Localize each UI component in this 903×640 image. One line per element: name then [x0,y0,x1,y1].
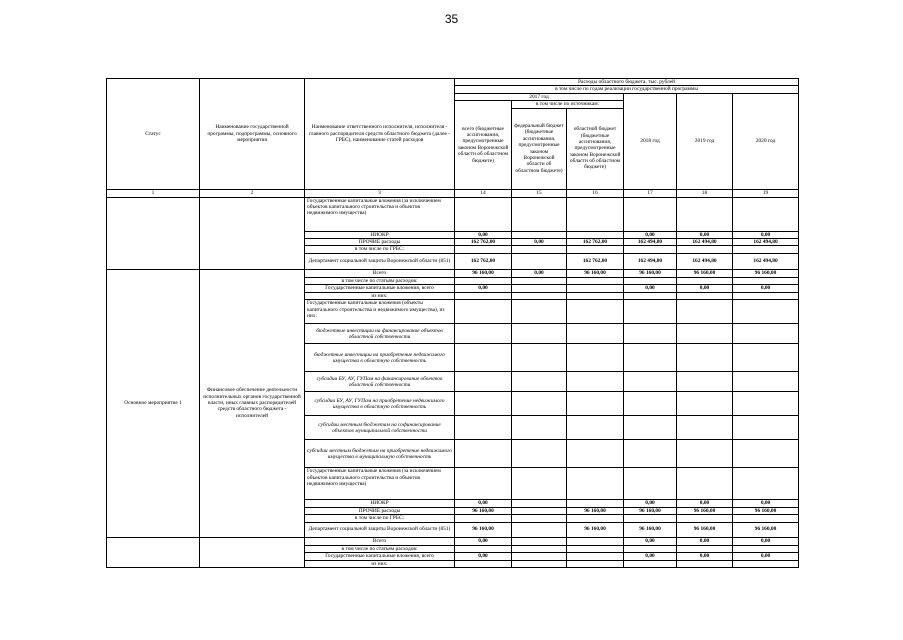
row-label: Всего [305,537,455,545]
value-cell: 0,00 [733,500,799,507]
value-cell [733,372,799,392]
header-federal: федеральный бюджет (бюджетные ассигнования, предусмотренные законом Воронежской области об областном бюджете) [512,108,567,189]
page-number: 35 [444,12,459,26]
value-cell: 0,00 [733,285,799,293]
value-cell [512,344,567,372]
row-label: Государственные капитальные вложения, всего [305,285,455,293]
row-label: Департамент социальной защиты Воронежской области (851) [305,253,455,269]
value-cell: 96 160,00 [733,507,799,514]
value-cell: 0,00 [733,552,799,560]
row-label: Государственные капитальные вложения, всего [305,552,455,560]
value-cell [733,515,799,522]
value-cell [567,197,624,231]
row-label: субсидии БУ, АУ, ГУПам на приобретение недвижимого имущества в областную собственность [305,392,455,416]
value-cell [512,500,567,507]
value-cell [677,560,733,567]
value-cell: 0,00 [624,552,677,560]
value-cell [733,392,799,416]
value-cell [624,392,677,416]
value-cell [624,324,677,344]
value-cell: 0,00 [455,231,512,238]
column-number: 3 [305,189,455,197]
value-cell [512,246,567,253]
value-cell [567,537,624,545]
value-cell: 96 160,00 [624,269,677,277]
value-cell [567,344,624,372]
value-cell [624,277,677,284]
value-cell: 0,00 [733,231,799,238]
value-cell: 0,00 [624,500,677,507]
program-cell [200,537,305,568]
value-cell [677,440,733,468]
value-cell [512,416,567,440]
column-number: 17 [624,189,677,197]
value-cell [512,324,567,344]
value-cell [512,277,567,284]
value-cell: 0,00 [677,552,733,560]
value-cell [512,507,567,514]
value-cell: 0,00 [512,269,567,277]
header-2019: 2019 год [677,93,733,189]
value-cell [455,372,512,392]
value-cell [624,293,677,300]
row-label: бюджетные инвестиции на финансирование объектов областной собственности [305,324,455,344]
value-cell: 0,00 [512,238,567,245]
value-cell [624,560,677,567]
row-label: субсидии БУ, АУ, ГУПам на финансирование объектов областной собственности [305,372,455,392]
value-cell [677,300,733,324]
value-cell [455,344,512,372]
column-number: 19 [733,189,799,197]
value-cell [512,522,567,537]
value-cell: 0,00 [677,500,733,507]
table-row [107,537,799,545]
value-cell: 0,00 [677,231,733,238]
value-cell [567,552,624,560]
header-by-sources: в том числе по источникам: [512,101,624,108]
value-cell [624,440,677,468]
value-cell [455,416,512,440]
value-cell [677,277,733,284]
value-cell [624,344,677,372]
row-label: НИОКР [305,500,455,507]
value-cell [677,246,733,253]
value-cell: 0,00 [733,537,799,545]
value-cell [733,344,799,372]
value-cell [733,416,799,440]
value-cell [512,537,567,545]
header-2020: 2020 год [733,93,799,189]
value-cell [512,253,567,269]
value-cell [733,246,799,253]
value-cell: 162 494,80 [677,238,733,245]
row-label: Государственные капитальные вложения (объекты капитального строительства и недвижимого имущества), из них: [305,300,455,324]
value-cell [733,440,799,468]
value-cell: 162 494,80 [733,238,799,245]
program-cell: Финансовое обеспечение деятельности исполнительных органов государственной власти, иных главных распорядителей средств областного бюджета - исполнителей [200,269,305,537]
value-cell [512,285,567,293]
value-cell [567,277,624,284]
value-cell [624,246,677,253]
value-cell [512,300,567,324]
value-cell [455,560,512,567]
row-label: из них: [305,560,455,567]
value-cell: 0,00 [624,231,677,238]
value-cell: 162 494,80 [624,253,677,269]
value-cell [677,545,733,552]
header-status: Статус [107,79,200,190]
value-cell [512,545,567,552]
row-label: субсидии местным бюджетам на приобретение недвижимого имущества в муниципальную собственность [305,440,455,468]
value-cell [512,515,567,522]
row-label: Государственные капитальные вложения (за исключением объектов капитального строительства и объектов недвижимого имущества) [305,468,455,500]
value-cell [567,468,624,500]
value-cell [677,372,733,392]
value-cell [567,324,624,344]
budget-table [106,78,799,568]
value-cell [455,468,512,500]
value-cell [567,515,624,522]
status-cell [107,197,200,269]
row-label: бюджетные инвестиции на приобретение недвижимого имущества в областную собственность [305,344,455,372]
row-label: Всего [305,269,455,277]
value-cell [455,300,512,324]
column-numbers-row [107,189,799,197]
value-cell [567,231,624,238]
value-cell: 96 160,00 [677,269,733,277]
value-cell [624,468,677,500]
value-cell [624,416,677,440]
value-cell [512,468,567,500]
value-cell [455,246,512,253]
value-cell [455,293,512,300]
value-cell: 96 160,00 [567,507,624,514]
row-label: НИОКР [305,231,455,238]
value-cell [512,197,567,231]
value-cell [512,552,567,560]
status-cell: Основное мероприятие 1 [107,269,200,537]
header-total: всего (бюджетные ассигнования, предусмотренные законом Воронежской области об областном бюджете) [455,101,512,189]
value-cell: 96 160,00 [677,522,733,537]
value-cell [455,440,512,468]
value-cell: 96 160,00 [677,507,733,514]
value-cell [567,392,624,416]
value-cell [624,545,677,552]
value-cell [677,468,733,500]
value-cell: 0,00 [455,285,512,293]
value-cell [624,372,677,392]
value-cell [455,277,512,284]
value-cell: 0,00 [624,537,677,545]
value-cell [567,545,624,552]
table-row [107,269,799,277]
value-cell [567,560,624,567]
value-cell [733,545,799,552]
value-cell: 0,00 [677,537,733,545]
row-label: ПРОЧИЕ расходы [305,238,455,245]
value-cell: 96 160,00 [733,522,799,537]
value-cell: 162 762,00 [455,238,512,245]
header-executor: Наименование ответственного исполнителя, исполнителя - главного распорядителя средств областного бюджета (далее - ГРБС), наименование статей расходов [305,79,455,190]
value-cell [624,300,677,324]
value-cell [733,300,799,324]
value-cell [733,468,799,500]
row-label: Государственные капитальные вложения (за исключением объектов капитального строительства и объектов недвижимого имущества) [305,197,455,231]
value-cell [733,197,799,231]
value-cell: 0,00 [624,285,677,293]
value-cell: 96 160,00 [624,507,677,514]
value-cell [733,324,799,344]
value-cell: 162 494,80 [624,238,677,245]
header-program: Наименование государственной программы, подпрограммы, основного мероприятия [200,79,305,190]
value-cell: 96 160,00 [455,507,512,514]
value-cell [733,293,799,300]
value-cell [733,560,799,567]
value-cell [624,197,677,231]
header-year-2017: 2017 год [455,93,624,100]
value-cell [567,293,624,300]
status-cell [107,537,200,568]
value-cell: 0,00 [455,537,512,545]
value-cell [567,246,624,253]
value-cell [455,392,512,416]
value-cell: 96 160,00 [455,269,512,277]
value-cell [677,344,733,372]
value-cell [677,515,733,522]
column-number: 15 [512,189,567,197]
row-label: в том числе по ГРБС: [305,515,455,522]
value-cell [512,372,567,392]
value-cell [567,500,624,507]
header-expenses: Расходы областного бюджета, тыс. рублей [455,79,799,86]
value-cell [677,416,733,440]
value-cell [677,197,733,231]
row-label: субсидии местным бюджетам на софинансирование объектов муниципальной собственности [305,416,455,440]
header-regional: областной бюджет (бюджетные ассигнования, предусмотренные законом Воронежской области об областном бюджете) [567,108,624,189]
value-cell [512,560,567,567]
value-cell: 162 762,00 [455,253,512,269]
row-label: ПРОЧИЕ расходы [305,507,455,514]
header-by-years: в том числе по годам реализации государственной программы [455,86,799,93]
table-row [107,197,799,231]
row-label: в том числе по ГРБС: [305,246,455,253]
column-number: 14 [455,189,512,197]
column-number: 1 [107,189,200,197]
value-cell: 96 160,00 [567,522,624,537]
value-cell [512,440,567,468]
value-cell: 0,00 [455,500,512,507]
value-cell: 0,00 [677,285,733,293]
column-number: 16 [567,189,624,197]
value-cell [733,277,799,284]
value-cell [567,285,624,293]
value-cell [567,300,624,324]
value-cell: 162 494,80 [677,253,733,269]
value-cell [455,324,512,344]
value-cell [567,440,624,468]
value-cell: 96 160,00 [624,522,677,537]
value-cell: 0,00 [455,552,512,560]
value-cell: 96 160,00 [567,269,624,277]
value-cell [455,545,512,552]
value-cell [677,324,733,344]
column-number: 18 [677,189,733,197]
value-cell [624,515,677,522]
value-cell [512,231,567,238]
row-label: в том числе по статьям расходов: [305,277,455,284]
value-cell: 96 160,00 [455,522,512,537]
column-number: 2 [200,189,305,197]
value-cell [677,392,733,416]
value-cell [512,293,567,300]
value-cell [455,197,512,231]
header-2018: 2018 год [624,93,677,189]
value-cell [677,293,733,300]
row-label: Департамент социальной защиты Воронежской области (851) [305,522,455,537]
row-label: из них: [305,293,455,300]
value-cell: 162 494,80 [733,253,799,269]
value-cell [567,416,624,440]
value-cell: 162 762,00 [567,238,624,245]
program-cell [200,197,305,269]
row-label: в том числе по статьям расходов: [305,545,455,552]
value-cell [455,515,512,522]
value-cell: 96 160,00 [733,269,799,277]
value-cell: 162 762,00 [567,253,624,269]
value-cell [567,372,624,392]
value-cell [512,392,567,416]
